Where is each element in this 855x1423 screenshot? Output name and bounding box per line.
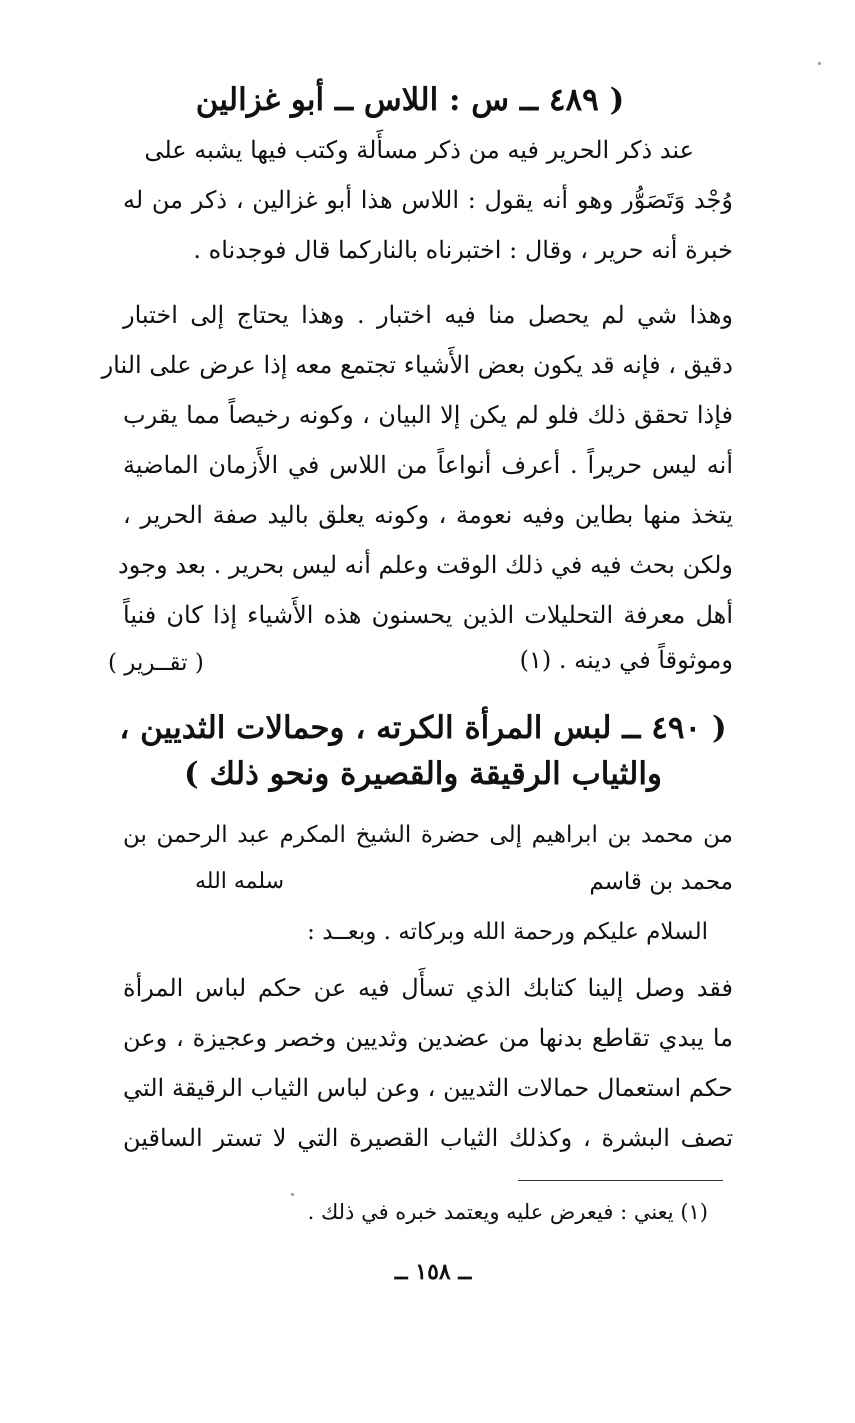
question-line-1: عند ذكر الحرير فيه من ذكر مسأَلة وكتب فيها يشبه على: [144, 136, 694, 164]
body-line-1: فقد وصل إلينا كتابك الذي تسأَل فيه عن حكم لباس المرأة: [123, 974, 734, 1002]
body-line-2: ما يبدي تقاطع بدنها من عضدين وثديين وخصر وعجيزة ، وعن: [123, 1024, 733, 1052]
body-line-3: حكم استعمال حمالات الثديين ، وعن لباس الثياب الرقيقة التي: [123, 1074, 733, 1102]
address-line-1: من محمد بن ابراهيم إلى حضرة الشيخ المكرم عبد الرحمن بن: [123, 822, 733, 848]
answer-line-5: يتخذ منها بطاين وفيه نعومة ، وكونه يعلق باليد صفة الحرير ،: [123, 501, 733, 529]
body-line-4: تصف البشرة ، وكذلك الثياب القصيرة التي لا تستر الساقين: [123, 1124, 733, 1152]
question-line-2: وُجْد وَتَصَوُّر وهو أنه يقول : اللاس هذا أبو غزالين ، ذكر من له: [123, 186, 733, 214]
answer-line-8: وموثوقاً في دينه . (١): [519, 646, 733, 674]
section-heading-489: ( ٤٨٩ ــ س : اللاس ــ أبو غزالين: [195, 82, 625, 118]
scan-speck: [291, 1193, 294, 1196]
report-tag: ( تقــرير ): [108, 650, 204, 676]
address-line-2: محمد بن قاسم: [589, 869, 733, 895]
answer-line-2: دقيق ، فإنه قد يكون بعض الأَشياء تجتمع معه إذا عرض على النار: [101, 351, 733, 379]
section-heading-490-line-1: ( ٤٩٠ ــ لبس المرأة الكرته ، وحمالات الثديين ،: [119, 710, 727, 746]
answer-line-4: أنه ليس حريراً . أعرف أنواعاً من اللاس في الأَزمان الماضية: [123, 451, 733, 479]
scan-speck: [818, 62, 821, 65]
footnote-separator: [518, 1180, 723, 1181]
blessing-text: سلمه الله: [195, 869, 285, 894]
answer-line-7: أهل معرفة التحليلات الذين يحسنون هذه الأَشياء إذا كان فنياً: [123, 601, 734, 629]
section-heading-490-line-2: والثياب الرقيقة والقصيرة ونحو ذلك ): [184, 756, 662, 792]
footnote-text: (١) يعني : فيعرض عليه ويعتمد خبره في ذلك .: [307, 1200, 708, 1224]
answer-line-6: ولكن بحث فيه في ذلك الوقت وعلم أنه ليس بحرير . بعد وجود: [118, 551, 733, 579]
question-line-3: خبرة أنه حرير ، وقال : اختبرناه بالناركما قال فوجدناه .: [193, 236, 733, 264]
page-number: ــ ١٥٨ ــ: [394, 1259, 472, 1285]
greeting-line: السلام عليكم ورحمة الله وبركاته . وبعــد :: [307, 919, 708, 945]
answer-line-3: فإذا تحقق ذلك فلو لم يكن إلا البيان ، وكونه رخيصاً مما يقرب: [123, 401, 733, 429]
answer-line-1: وهذا شي لم يحصل منا فيه اختبار . وهذا يحتاج إلى اختبار: [123, 301, 733, 329]
